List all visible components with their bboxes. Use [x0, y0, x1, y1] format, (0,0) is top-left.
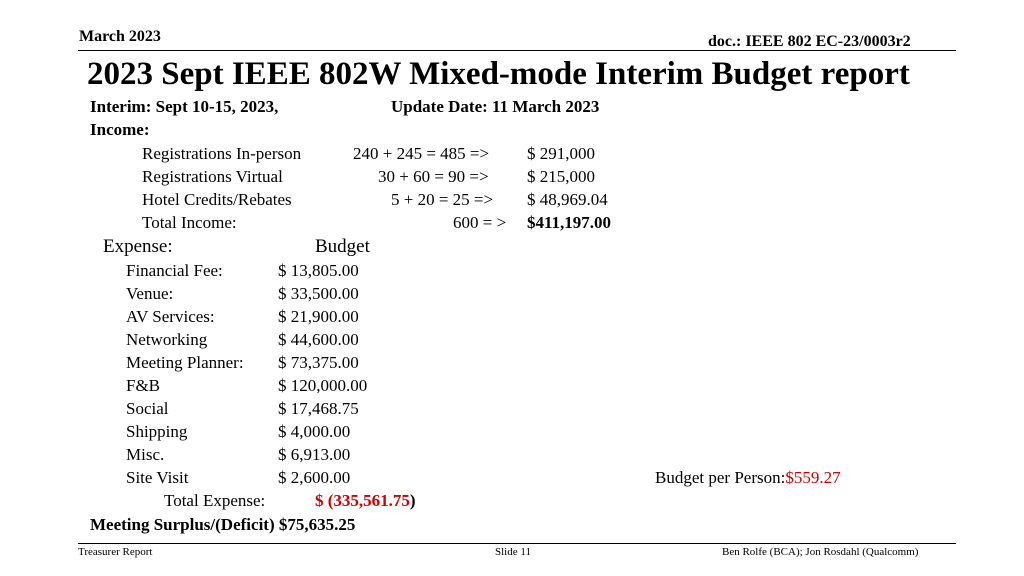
expense-amount: $ 33,500.00 — [278, 284, 359, 303]
footer-authors: Ben Rolfe (BCA); Jon Rosdahl (Qualcomm) — [722, 546, 919, 558]
expense-amount: $ 4,000.00 — [278, 422, 351, 441]
budget-per-person-label: Budget per Person: — [655, 468, 786, 487]
expense-heading: Expense: — [103, 236, 173, 257]
expense-total-paren: ) — [409, 491, 416, 510]
expense-label: AV Services: — [126, 307, 215, 326]
header-rule — [78, 50, 956, 51]
expense-label: Financial Fee: — [126, 261, 223, 280]
income-heading: Income: — [90, 120, 150, 139]
expense-amount: $ 73,375.00 — [278, 353, 359, 372]
update-date: Update Date: 11 March 2023 — [391, 97, 600, 116]
income-amount: $ 215,000 — [527, 167, 595, 186]
expense-label: Meeting Planner: — [126, 353, 244, 372]
income-label: Registrations In-person — [142, 144, 302, 163]
footer-rule — [78, 543, 956, 544]
expense-amount: $ 44,600.00 — [278, 330, 359, 349]
expense-amount: $ 6,913.00 — [278, 445, 351, 464]
expense-label: Shipping — [126, 422, 188, 441]
income-total-calc: 600 = > — [453, 213, 507, 232]
expense-label: Site Visit — [126, 468, 189, 487]
expense-label: Venue: — [126, 284, 174, 303]
expense-total-amount — [315, 491, 416, 511]
income-calc: 30 + 60 = 90 => — [378, 167, 489, 186]
budget-per-person — [655, 468, 841, 488]
header-doc-id: doc.: IEEE 802 EC-23/0003r2 — [708, 33, 911, 50]
expense-label: Social — [126, 399, 169, 418]
income-label: Hotel Credits/Rebates — [142, 190, 292, 209]
expense-label: Networking — [126, 330, 208, 349]
page-title: 2023 Sept IEEE 802W Mixed-mode Interim Budget report — [87, 56, 910, 92]
expense-amount: $ 120,000.00 — [278, 376, 368, 395]
income-total-label: Total Income: — [142, 213, 237, 232]
income-total-amount: $411,197.00 — [527, 213, 612, 232]
expense-amount: $ 2,600.00 — [278, 468, 351, 487]
budget-heading: Budget — [315, 236, 370, 257]
income-calc: 5 + 20 = 25 => — [391, 190, 494, 209]
expense-amount: $ 13,805.00 — [278, 261, 359, 280]
footer-left: Treasurer Report — [78, 546, 153, 558]
expense-amount: $ 17,468.75 — [278, 399, 359, 418]
meeting-surplus: Meeting Surplus/(Deficit) $75,635.25 — [90, 515, 356, 534]
income-calc: 240 + 245 = 485 => — [353, 144, 490, 163]
header-date: March 2023 — [79, 28, 161, 45]
expense-total-label: Total Expense: — [164, 491, 266, 510]
expense-total-value: $ (335,561.75 — [315, 491, 410, 510]
expense-label: F&B — [126, 376, 161, 395]
income-amount: $ 291,000 — [527, 144, 595, 163]
interim-dates: Interim: Sept 10-15, 2023, — [90, 97, 279, 116]
income-amount: $ 48,969.04 — [527, 190, 608, 209]
slide-number: Slide 11 — [495, 546, 531, 558]
income-label: Registrations Virtual — [142, 167, 283, 186]
expense-amount: $ 21,900.00 — [278, 307, 359, 326]
budget-per-person-value: $559.27 — [785, 468, 841, 487]
expense-label: Misc. — [126, 445, 165, 464]
